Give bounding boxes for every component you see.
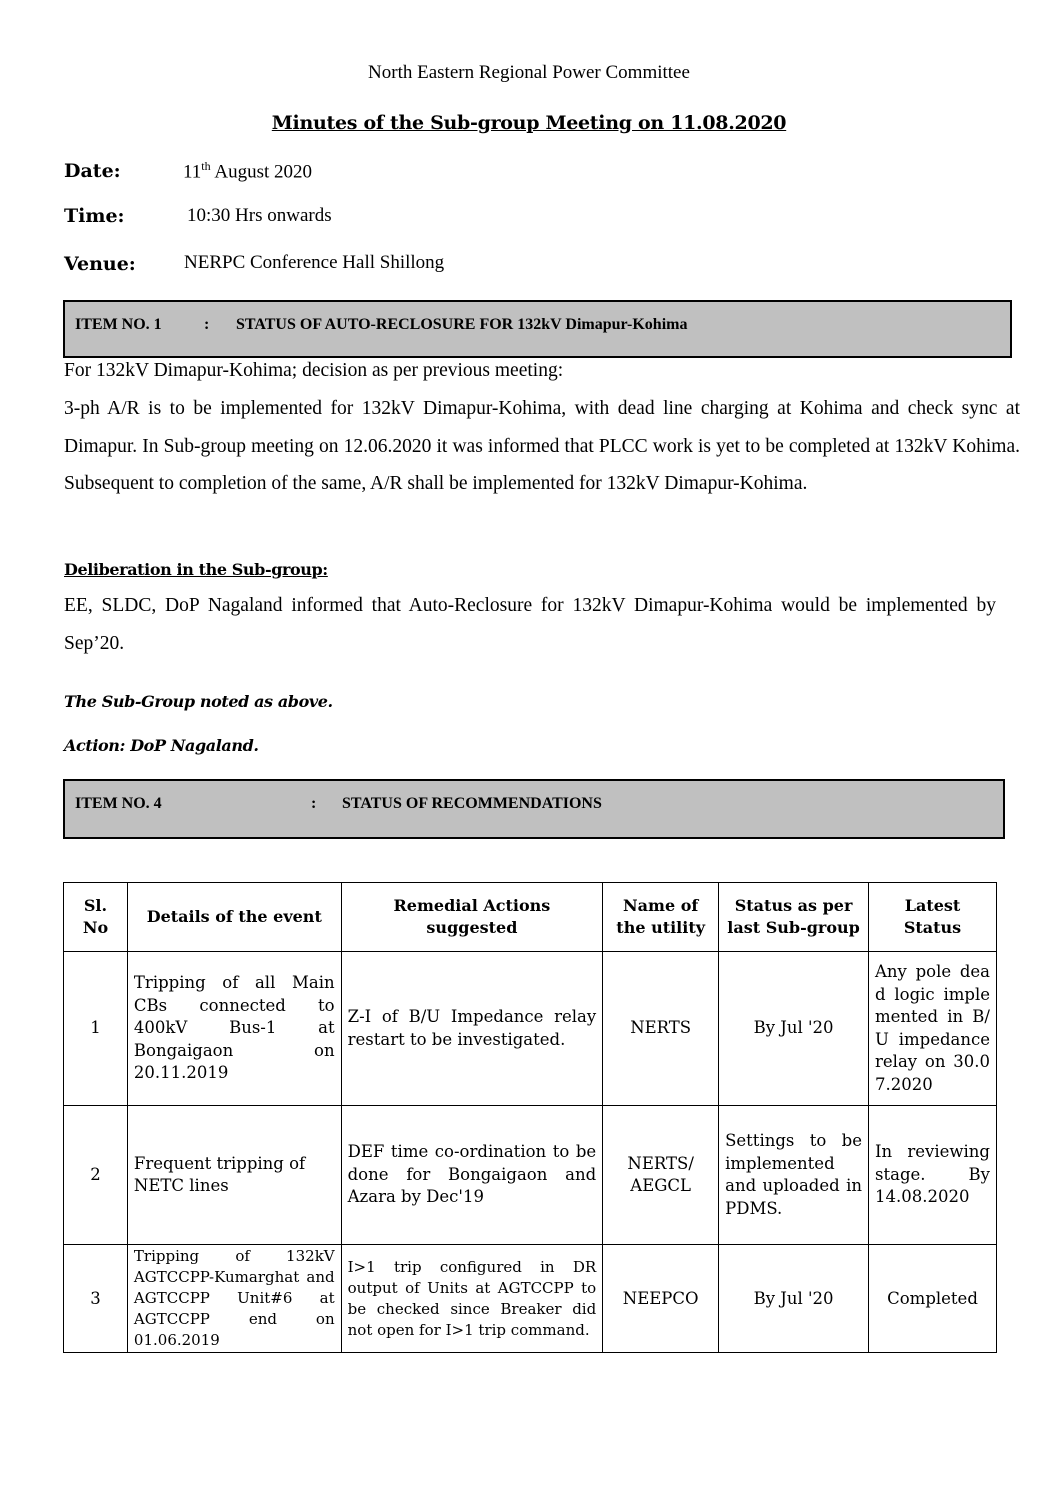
header-latest-status: Latest Status bbox=[869, 883, 997, 952]
item1-body: 3-ph A/R is to be implemented for 132kV Dimapur-Kohima, with dead line charging at Kohima and check sync at Dimapur. In Sub-group meeting on 12.06.2020 it was informed that PLCC work is yet to be completed at 132kV Kohima. Subsequent to completion of the same, A/R shall be implemented for 132kV Dimapur-Kohima. bbox=[64, 398, 1020, 494]
table-header-row bbox=[64, 883, 997, 952]
cell-last-status: By Jul '20 bbox=[719, 1245, 869, 1353]
cell-event: Frequent tripping of NETC lines bbox=[127, 1106, 341, 1245]
date-rest: August 2020 bbox=[210, 161, 312, 183]
item4-heading: STATUS OF RECOMMENDATIONS bbox=[342, 795, 602, 812]
table-row bbox=[64, 1106, 997, 1245]
cell-last-status: Settings to be implemented and uploaded in PDMS. bbox=[719, 1106, 869, 1245]
cell-last-status: By Jul '20 bbox=[719, 952, 869, 1106]
cell-utility: NERTS/ AEGCL bbox=[603, 1106, 719, 1245]
time-label: Time: bbox=[64, 205, 125, 227]
noted-statement: The Sub-Group noted as above. bbox=[64, 692, 333, 711]
header-event-details: Details of the event bbox=[127, 883, 341, 952]
cell-latest-status: Any pole dead logic implemented in B/U impedance relay on 30.07.2020 bbox=[869, 952, 997, 1106]
date-day: 11 bbox=[183, 161, 202, 183]
cell-utility: NEEPCO bbox=[603, 1245, 719, 1353]
date-suffix: th bbox=[201, 159, 211, 173]
cell-latest-status: Completed bbox=[869, 1245, 997, 1353]
cell-sl-no: 2 bbox=[64, 1106, 128, 1245]
cell-event: Tripping of 132kV AGTCCPP-Kumarghat and AGTCCPP Unit#6 at AGTCCPP end on 01.06.2019 bbox=[127, 1245, 341, 1353]
cell-remedial: Z-I of B/U Impedance relay restart to be investigated. bbox=[341, 952, 603, 1106]
document-title: Minutes of the Sub-group Meeting on 11.08.2020 bbox=[271, 112, 787, 134]
item1-separator: : bbox=[204, 316, 210, 333]
item1-heading-box bbox=[63, 300, 1012, 358]
item1-heading: STATUS OF AUTO-RECLOSURE FOR 132kV Dimapur-Kohima bbox=[236, 316, 688, 333]
item4-number: ITEM NO. 4 bbox=[75, 795, 162, 812]
item4-separator: : bbox=[311, 795, 317, 812]
header-last-status: Status as per last Sub-group bbox=[719, 883, 869, 952]
cell-utility: NERTS bbox=[603, 952, 719, 1106]
action-statement: Action: DoP Nagaland. bbox=[64, 736, 259, 755]
organization-name: North Eastern Regional Power Committee bbox=[368, 62, 690, 83]
cell-event: Tripping of all Main CBs connected to 400kV Bus-1 at Bongaigaon on 20.11.2019 bbox=[127, 952, 341, 1106]
header-sl-no: Sl. No bbox=[64, 883, 128, 952]
table-row bbox=[64, 1245, 997, 1353]
deliberation-text: EE, SLDC, DoP Nagaland informed that Auto-Reclosure for 132kV Dimapur-Kohima would be implemented by Sep’20. bbox=[64, 595, 996, 654]
venue-label: Venue: bbox=[64, 253, 136, 275]
header-remedial-actions: Remedial Actions suggested bbox=[341, 883, 603, 952]
header-utility: Name of the utility bbox=[603, 883, 719, 952]
cell-remedial: I>1 trip configured in DR output of Units at AGTCCPP to be checked since Breaker did not open for I>1 trip command. bbox=[341, 1245, 603, 1353]
recommendations-table bbox=[63, 882, 997, 1353]
deliberation-heading: Deliberation in the Sub-group: bbox=[64, 560, 328, 579]
table-row bbox=[64, 952, 997, 1106]
cell-sl-no: 3 bbox=[64, 1245, 128, 1353]
cell-latest-status: In reviewing stage. By 14.08.2020 bbox=[869, 1106, 997, 1245]
cell-remedial: DEF time co-ordination to be done for Bongaigaon and Azara by Dec'19 bbox=[341, 1106, 603, 1245]
time-value: 10:30 Hrs onwards bbox=[187, 205, 332, 226]
date-value bbox=[183, 159, 312, 183]
item1-number: ITEM NO. 1 bbox=[75, 316, 162, 333]
date-label: Date: bbox=[64, 160, 121, 182]
cell-sl-no: 1 bbox=[64, 952, 128, 1106]
item1-intro: For 132kV Dimapur-Kohima; decision as per previous meeting: bbox=[64, 360, 564, 381]
item4-heading-box bbox=[63, 779, 1005, 839]
venue-value: NERPC Conference Hall Shillong bbox=[184, 252, 445, 273]
